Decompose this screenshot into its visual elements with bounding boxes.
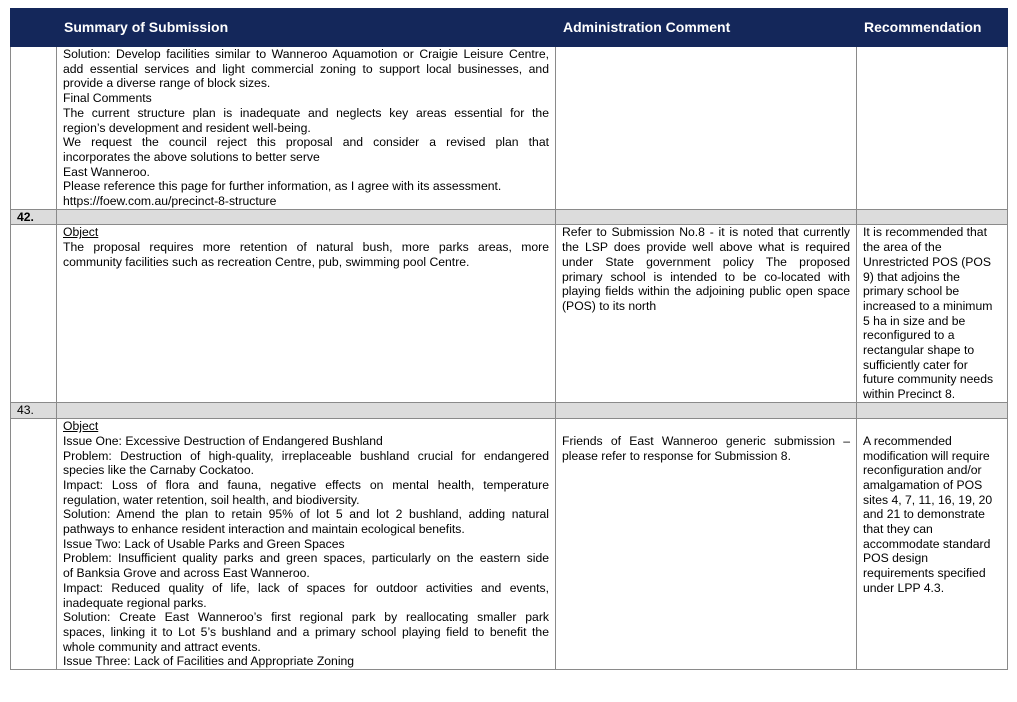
text-line: It is recommended that: [863, 225, 987, 240]
text-line: Final Comments: [63, 91, 152, 106]
text-line: rectangular shape to: [863, 343, 975, 358]
text-line: A recommended: [863, 433, 952, 448]
text-line: incorporates the above solutions to better serve: [63, 149, 320, 164]
summary-text: [63, 434, 549, 669]
submission-number: 42.: [11, 209, 57, 225]
admin-comment-cell: [556, 47, 857, 210]
text-line: Please reference this page for further information, as I agree with its assessment.: [63, 179, 502, 194]
text-line: under State government policy The proposed: [562, 254, 850, 269]
text-line: modification will require: [863, 448, 990, 463]
text-line: https://foew.com.au/precinct-8-structure: [63, 194, 277, 209]
text-line: please refer to response for Submission 8.: [562, 448, 791, 463]
row-number-cell: [11, 47, 57, 210]
recommendation-cell: [857, 419, 1008, 670]
text-line: requirements specified: [863, 566, 986, 581]
text-line: We request the council reject this proposal and consider a revised plan that: [63, 135, 549, 150]
admin-comment-cell: [556, 419, 857, 670]
text-line: provide a diverse range of block sizes.: [63, 76, 271, 91]
text-line: Issue One: Excessive Destruction of Endangered Bushland: [63, 433, 383, 448]
table-row: [11, 419, 1008, 670]
text-line: reconfiguration and/or: [863, 463, 982, 478]
text-line: 9) that adjoins the: [863, 269, 960, 284]
text-line: pathways to enhance resident interaction and maintain ecological benefits.: [63, 522, 465, 537]
text-line: Issue Two: Lack of Usable Parks and Green Spaces: [63, 536, 345, 551]
text-line: whole community and attract events.: [63, 639, 261, 654]
text-line: primary school be: [863, 284, 960, 299]
text-line: East Wanneroo.: [63, 164, 150, 179]
text-line: The proposal requires more retention of natural bush, more parks areas, more: [63, 240, 549, 255]
submissions-table: [10, 8, 1008, 670]
text-line: POS design: [863, 551, 929, 566]
row-number-cell: [11, 225, 57, 403]
row-number-cell: [11, 419, 57, 670]
header-summary: Summary of Submission: [57, 9, 556, 47]
text-line: regulation, water retention, soil health, and biodiversity.: [63, 492, 360, 507]
table-header-row: [11, 9, 1008, 47]
admin-comment-cell: [556, 225, 857, 403]
submission-number: 43.: [11, 403, 57, 419]
text-line: inadequate regional parks.: [63, 595, 207, 610]
text-line: Problem: Destruction of high-quality, irreplaceable bushland crucial for endangered: [63, 448, 549, 463]
recommendation-text: [863, 225, 1001, 401]
header-recommendation: Recommendation: [857, 9, 1008, 47]
text-line: Issue Three: Lack of Facilities and Appropriate Zoning: [63, 654, 355, 669]
admin-comment-text: [562, 225, 850, 313]
text-line: Refer to Submission No.8 - it is noted that currently: [562, 225, 850, 240]
recommendation-cell: [857, 47, 1008, 210]
text-line: and 21 to demonstrate: [863, 507, 985, 522]
text-line: add essential services and light commercial zoning to support local businesses, and: [63, 61, 549, 76]
table-row: [11, 225, 1008, 403]
summary-text: [63, 47, 549, 209]
summary-cell: [57, 47, 556, 210]
text-line: Impact: Reduced quality of life, lack of spaces for outdoor activities and events,: [63, 580, 549, 595]
text-line: Solution: Amend the plan to retain 95% of lot 5 and lot 2 bushland, adding natural: [63, 507, 549, 522]
text-line: amalgamation of POS: [863, 477, 983, 492]
text-line: region’s development and resident well-being.: [63, 120, 311, 135]
text-line: under LPP 4.3.: [863, 580, 945, 595]
text-line: within Precinct 8.: [863, 387, 956, 402]
text-line: the LSP does provide well above what is required: [562, 240, 850, 255]
text-line: species like the Carnaby Cockatoo.: [63, 463, 255, 478]
table-row: [11, 47, 1008, 210]
summary-text: [63, 240, 549, 269]
summary-cell: [57, 225, 556, 403]
text-line: accommodate standard: [863, 536, 991, 551]
text-line: the area of the: [863, 240, 942, 255]
admin-comment-text: [562, 434, 850, 463]
recommendation-text: [863, 434, 1001, 596]
text-line: reconfigured to a: [863, 328, 955, 343]
text-line: increased to a minimum: [863, 298, 993, 313]
text-line: Unrestricted POS (POS: [863, 254, 992, 269]
text-line: sites 4, 7, 11, 16, 19, 20: [863, 492, 993, 507]
text-line: 5 ha in size and be: [863, 313, 966, 328]
header-admin-comment: Administration Comment: [556, 9, 857, 47]
object-label: Object: [63, 419, 99, 434]
text-line: primary school is intended to be co-located with: [562, 269, 850, 284]
header-number: [11, 9, 57, 47]
text-line: that they can: [863, 522, 933, 537]
text-line: Friends of East Wanneroo generic submission –: [562, 433, 850, 448]
text-line: future community needs: [863, 372, 994, 387]
text-line: sufficiently cater for: [863, 357, 968, 372]
text-line: (POS) to its north: [562, 298, 657, 313]
submission-number-row: [11, 403, 1008, 419]
text-line: community facilities such as recreation Centre, pub, swimming pool Centre.: [63, 254, 470, 269]
recommendation-cell: [857, 225, 1008, 403]
text-line: Solution: Create East Wanneroo’s first regional park by reallocating smaller park: [63, 610, 549, 625]
text-line: Impact: Loss of flora and fauna, negative effects on mental health, temperature: [63, 477, 549, 492]
submission-number-row: [11, 209, 1008, 225]
summary-cell: [57, 419, 556, 670]
text-line: Problem: Insufficient quality parks and green spaces, particularly on the eastern side: [63, 551, 549, 566]
object-label: Object: [63, 225, 99, 240]
text-line: of Banksia Grove and across East Wanneroo.: [63, 566, 310, 581]
text-line: spaces, linking it to Lot 5’s bushland and a primary school playing field to benefit the: [63, 624, 549, 639]
text-line: Solution: Develop facilities similar to Wanneroo Aquamotion or Craigie Leisure Centre,: [63, 47, 549, 61]
text-line: playing fields within the adjoining public open space: [562, 284, 850, 299]
text-line: The current structure plan is inadequate and neglects key areas essential for the: [63, 105, 549, 120]
